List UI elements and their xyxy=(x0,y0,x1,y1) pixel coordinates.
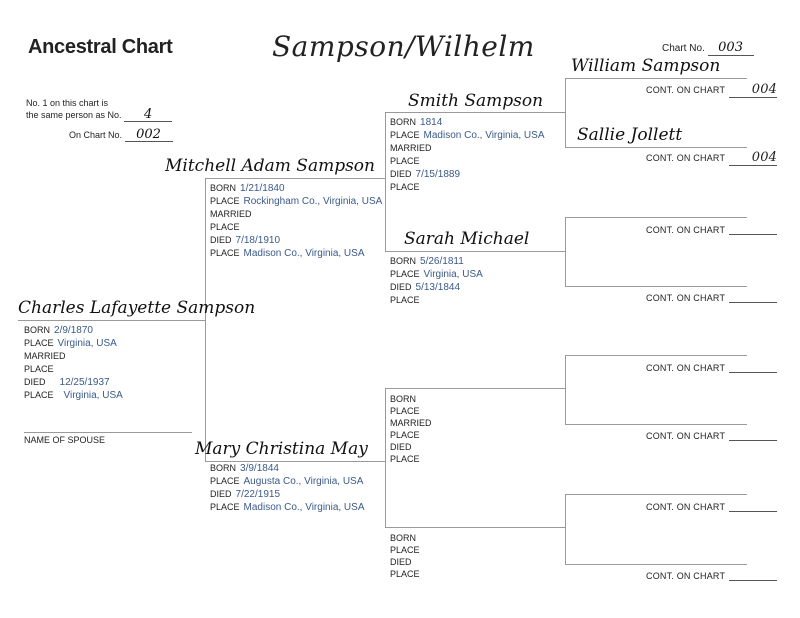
p2-died-value[interactable]: 7/18/1910 xyxy=(235,235,281,246)
p13-cont-label: CONT. ON CHART xyxy=(646,431,726,441)
p5-died-label: DIED xyxy=(390,282,412,292)
p14-cont xyxy=(646,502,777,512)
p6-name-line xyxy=(385,388,565,389)
p6-married-label: MARRIED xyxy=(390,418,432,428)
p4-died-value[interactable]: 7/15/1889 xyxy=(415,169,461,180)
p15-cont-value[interactable] xyxy=(729,571,777,581)
p2-details xyxy=(210,182,382,260)
p12-cont-value[interactable] xyxy=(729,363,777,373)
p9-name[interactable]: Sallie Jollett xyxy=(577,125,683,145)
p1-married-place-label: PLACE xyxy=(24,364,54,374)
p7-name-line xyxy=(385,527,565,528)
p5-details xyxy=(390,255,483,307)
p4-name[interactable]: Smith Sampson xyxy=(408,91,544,111)
p14-line xyxy=(565,494,747,495)
p8-cont xyxy=(646,82,777,98)
p5-died-value[interactable]: 5/13/1844 xyxy=(415,282,461,293)
p11-cont xyxy=(646,293,777,303)
p8-cont-label: CONT. ON CHART xyxy=(646,85,726,95)
on-chart-value[interactable]: 002 xyxy=(125,129,173,142)
p8-name[interactable]: William Sampson xyxy=(571,56,721,76)
p9-cont-label: CONT. ON CHART xyxy=(646,153,726,163)
p3-born-place-label: PLACE xyxy=(210,476,240,486)
p7-born-label: BORN xyxy=(390,533,417,543)
p4-born-place-label: PLACE xyxy=(390,130,420,140)
spouse-line xyxy=(24,432,192,433)
p4-married-label: MARRIED xyxy=(390,143,432,153)
p2-born-label: BORN xyxy=(210,183,237,193)
chart-type-title: Ancestral Chart xyxy=(28,36,173,58)
same-person-number[interactable]: 4 xyxy=(124,109,172,122)
p15-cont xyxy=(646,571,777,581)
gen2-connector xyxy=(205,178,206,461)
p5-died-place-label: PLACE xyxy=(390,295,420,305)
on-chart-label: On Chart No. xyxy=(69,130,123,140)
p1-born-value[interactable]: 2/9/1870 xyxy=(54,325,93,336)
p12-line xyxy=(565,355,747,356)
p4-details xyxy=(390,116,545,194)
p2-married-label: MARRIED xyxy=(210,209,252,219)
p1-died-place-value[interactable]: Virginia, USA xyxy=(63,390,123,401)
p2-died-place-label: PLACE xyxy=(210,248,240,258)
p15-cont-label: CONT. ON CHART xyxy=(646,571,726,581)
p1-born-place-value[interactable]: Virginia, USA xyxy=(57,338,117,349)
gen3-upper-connector xyxy=(385,112,386,251)
p7-born-place-label: PLACE xyxy=(390,545,420,555)
p2-born-place-label: PLACE xyxy=(210,196,240,206)
p6-details xyxy=(390,393,432,465)
p14-cont-label: CONT. ON CHART xyxy=(646,502,726,512)
p3-died-place-label: PLACE xyxy=(210,502,240,512)
p5-born-label: BORN xyxy=(390,256,417,266)
p15-line xyxy=(565,564,747,565)
gen3-lower-connector xyxy=(385,388,386,527)
chart-number xyxy=(662,40,754,56)
p1-name[interactable]: Charles Lafayette Sampson xyxy=(18,298,256,318)
p10-line xyxy=(565,217,747,218)
same-person-note xyxy=(26,97,172,122)
p6-died-place-label: PLACE xyxy=(390,454,420,464)
family-name-title: Sampson/Wilhelm xyxy=(272,30,535,63)
p4-name-line xyxy=(385,112,565,113)
p5-born-value[interactable]: 5/26/1811 xyxy=(420,256,464,267)
p1-died-value[interactable]: 12/25/1937 xyxy=(59,377,110,388)
p4-born-place-value[interactable]: Madison Co., Virginia, USA xyxy=(423,130,545,141)
p10-cont xyxy=(646,225,777,235)
gen4-connector-c xyxy=(565,355,566,424)
p2-married-place-label: PLACE xyxy=(210,222,240,232)
p10-cont-label: CONT. ON CHART xyxy=(646,225,726,235)
same-person-line2: the same person as No. xyxy=(26,110,122,120)
p2-born-place-value[interactable]: Rockingham Co., Virginia, USA xyxy=(243,196,383,207)
p13-line xyxy=(565,424,747,425)
p1-born-place-label: PLACE xyxy=(24,338,54,348)
p1-name-line xyxy=(18,320,205,321)
p12-cont xyxy=(646,363,777,373)
p4-born-label: BORN xyxy=(390,117,417,127)
same-person-line1: No. 1 on this chart is xyxy=(26,98,109,108)
p4-married-place-label: PLACE xyxy=(390,156,420,166)
p13-cont xyxy=(646,431,777,441)
p1-married-label: MARRIED xyxy=(24,351,66,361)
p8-cont-value[interactable]: 004 xyxy=(729,82,777,98)
p9-line xyxy=(565,147,747,148)
p12-cont-label: CONT. ON CHART xyxy=(646,363,726,373)
gen4-connector-b xyxy=(565,217,566,286)
p5-name-line xyxy=(385,251,565,252)
p5-born-place-value[interactable]: Virginia, USA xyxy=(423,269,483,280)
p7-details xyxy=(390,532,420,580)
chart-number-value[interactable]: 003 xyxy=(708,40,754,56)
p11-line xyxy=(565,286,747,287)
p2-died-label: DIED xyxy=(210,235,232,245)
p6-married-place-label: PLACE xyxy=(390,430,420,440)
p1-died-place-label: PLACE xyxy=(24,390,54,400)
p11-cont-label: CONT. ON CHART xyxy=(646,293,726,303)
p6-born-label: BORN xyxy=(390,394,417,404)
p2-born-value[interactable]: 1/21/1840 xyxy=(240,183,285,194)
p4-born-value[interactable]: 1814 xyxy=(420,117,443,128)
p9-cont-value[interactable]: 004 xyxy=(729,150,777,166)
p2-name[interactable]: Mitchell Adam Sampson xyxy=(165,156,375,176)
p1-born-label: BORN xyxy=(24,325,51,335)
p4-died-label: DIED xyxy=(390,169,412,179)
p6-died-label: DIED xyxy=(390,442,412,452)
p5-born-place-label: PLACE xyxy=(390,269,420,279)
gen4-connector-a xyxy=(565,78,566,147)
p4-died-place-label: PLACE xyxy=(390,182,420,192)
p3-born-label: BORN xyxy=(210,463,237,473)
p13-cont-value[interactable] xyxy=(729,431,777,441)
p7-died-label: DIED xyxy=(390,557,412,567)
p6-born-place-label: PLACE xyxy=(390,406,420,416)
p2-died-place-value[interactable]: Madison Co., Virginia, USA xyxy=(243,248,365,259)
p3-details xyxy=(210,462,365,514)
p11-cont-value[interactable] xyxy=(729,293,777,303)
p3-died-place-value[interactable]: Madison Co., Virginia, USA xyxy=(243,502,365,513)
p1-details xyxy=(24,324,123,402)
p14-cont-value[interactable] xyxy=(729,502,777,512)
p7-died-place-label: PLACE xyxy=(390,569,420,579)
p3-name[interactable]: Mary Christina May xyxy=(195,439,368,459)
gen4-connector-d xyxy=(565,494,566,564)
p1-died-label: DIED xyxy=(24,377,46,387)
p10-cont-value[interactable] xyxy=(729,225,777,235)
p3-died-value[interactable]: 7/22/1915 xyxy=(235,489,281,500)
p8-line xyxy=(565,78,747,79)
p2-name-line xyxy=(205,178,385,179)
p3-born-place-value[interactable]: Augusta Co., Virginia, USA xyxy=(243,476,364,487)
p3-born-value[interactable]: 3/9/1844 xyxy=(240,463,279,474)
p5-name[interactable]: Sarah Michael xyxy=(404,229,530,249)
p9-cont xyxy=(646,150,777,166)
on-chart-number xyxy=(69,129,173,142)
chart-number-label: Chart No. xyxy=(662,43,705,54)
p3-died-label: DIED xyxy=(210,489,232,499)
spouse-label: NAME OF SPOUSE xyxy=(24,435,106,445)
